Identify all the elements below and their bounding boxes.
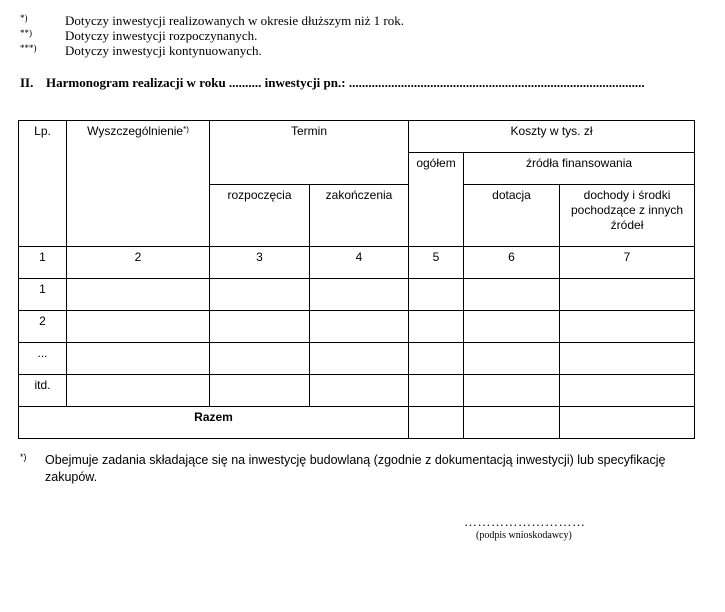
column-number: 1	[19, 247, 67, 279]
table-cell	[560, 375, 695, 407]
header-rozpoczecia: rozpoczęcia	[210, 185, 310, 247]
table-cell	[210, 375, 310, 407]
table-row	[19, 343, 695, 375]
table-cell	[210, 279, 310, 311]
table-cell	[409, 375, 464, 407]
footnote-mark: *)	[20, 13, 28, 23]
header-footnote-mark: *)	[183, 125, 189, 134]
footnote-text: Dotyczy inwestycji rozpoczynanych.	[65, 28, 258, 43]
section-number: II.	[20, 75, 34, 90]
section-title: Harmonogram realizacji w roku .......... inwestycji pn.: ...........................................................................................	[46, 75, 645, 90]
row-lp: itd.	[19, 375, 67, 407]
footnote-text: Dotyczy inwestycji kontynuowanych.	[65, 43, 262, 58]
signature-label: (podpis wnioskodawcy)	[476, 530, 572, 541]
table-cell	[67, 343, 210, 375]
header-wyszczegolnienie	[67, 121, 210, 247]
table-cell	[409, 343, 464, 375]
footnote-mark: **)	[20, 28, 32, 38]
signature-line: ………………………	[464, 514, 586, 529]
table-row	[19, 375, 695, 407]
header-ogolem: ogółem	[409, 153, 464, 247]
header-lp: Lp.	[19, 121, 67, 247]
header-wyszczegolnienie-label: Wyszczególnienie	[87, 124, 184, 138]
row-lp: ...	[19, 343, 67, 375]
table-cell	[464, 375, 560, 407]
header-koszty: Koszty w tys. zł	[409, 121, 695, 153]
table-cell	[560, 279, 695, 311]
column-number: 6	[464, 247, 560, 279]
table-cell	[464, 311, 560, 343]
table-cell	[409, 279, 464, 311]
table-cell	[464, 343, 560, 375]
column-number: 5	[409, 247, 464, 279]
table-cell	[560, 311, 695, 343]
row-lp: 2	[19, 311, 67, 343]
table-footnote-text: Obejmuje zadania składające się na inwestycję budowlaną (zgodnie z dokumentacją inwestycji) lub specyfikację zakupów.	[45, 453, 666, 484]
table-cell	[310, 375, 409, 407]
header-dochody: dochody i środki pochodzące z innych źródeł	[560, 185, 695, 247]
table-cell	[409, 311, 464, 343]
table-cell	[560, 407, 695, 439]
table-cell	[464, 407, 560, 439]
table-cell	[310, 279, 409, 311]
column-number-row	[19, 247, 695, 279]
table-cell	[560, 343, 695, 375]
header-dotacja: dotacja	[464, 185, 560, 247]
footnote-mark: ***)	[20, 43, 37, 53]
table-cell	[210, 311, 310, 343]
table-footnote-mark: *)	[20, 452, 27, 462]
table-cell	[310, 343, 409, 375]
table-cell	[67, 375, 210, 407]
column-number: 3	[210, 247, 310, 279]
table-row	[19, 311, 695, 343]
table-cell	[310, 311, 409, 343]
row-lp: 1	[19, 279, 67, 311]
table-row	[19, 279, 695, 311]
column-number: 2	[67, 247, 210, 279]
table-cell	[210, 343, 310, 375]
column-number: 4	[310, 247, 409, 279]
table-cell	[464, 279, 560, 311]
header-zrodla: źródła finansowania	[464, 153, 695, 185]
table-cell	[67, 279, 210, 311]
total-label: Razem	[19, 407, 409, 439]
header-termin: Termin	[210, 121, 409, 185]
column-number: 7	[560, 247, 695, 279]
footnote-text: Dotyczy inwestycji realizowanych w okresie dłuższym niż 1 rok.	[65, 13, 404, 28]
table-cell	[409, 407, 464, 439]
section-heading	[20, 75, 645, 91]
total-row	[19, 407, 695, 439]
header-zakonczenia: zakończenia	[310, 185, 409, 247]
schedule-table	[18, 120, 695, 439]
table-cell	[67, 311, 210, 343]
